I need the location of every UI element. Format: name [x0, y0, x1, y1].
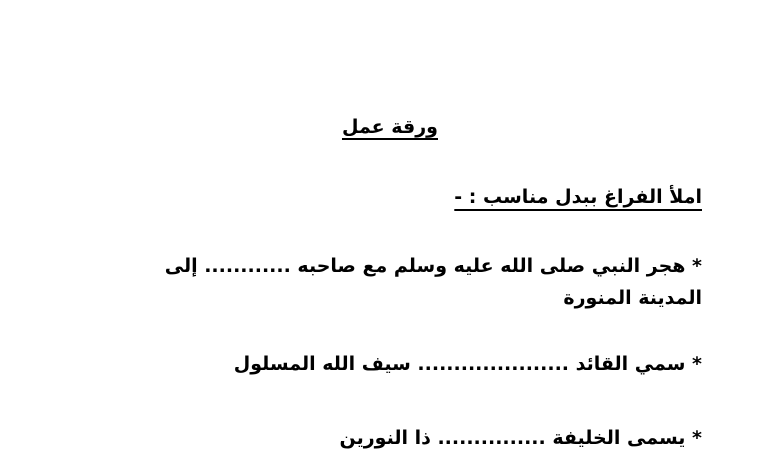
question-1: * هجر النبي صلى الله عليه وسلم مع صاحبه ............ إلى المدينة المنورة [164, 255, 702, 309]
question-3: * يسمى الخليفة ............... ذا النورين [339, 427, 702, 449]
instruction-heading [454, 182, 702, 212]
worksheet-title-text: ورقة عمل [341, 116, 438, 138]
instruction-text: املأ الفراغ ببدل مناسب : - [454, 186, 702, 208]
question-2: * سمي القائد ..................... سيف الله المسلول [233, 353, 702, 375]
worksheet-title [0, 112, 780, 142]
